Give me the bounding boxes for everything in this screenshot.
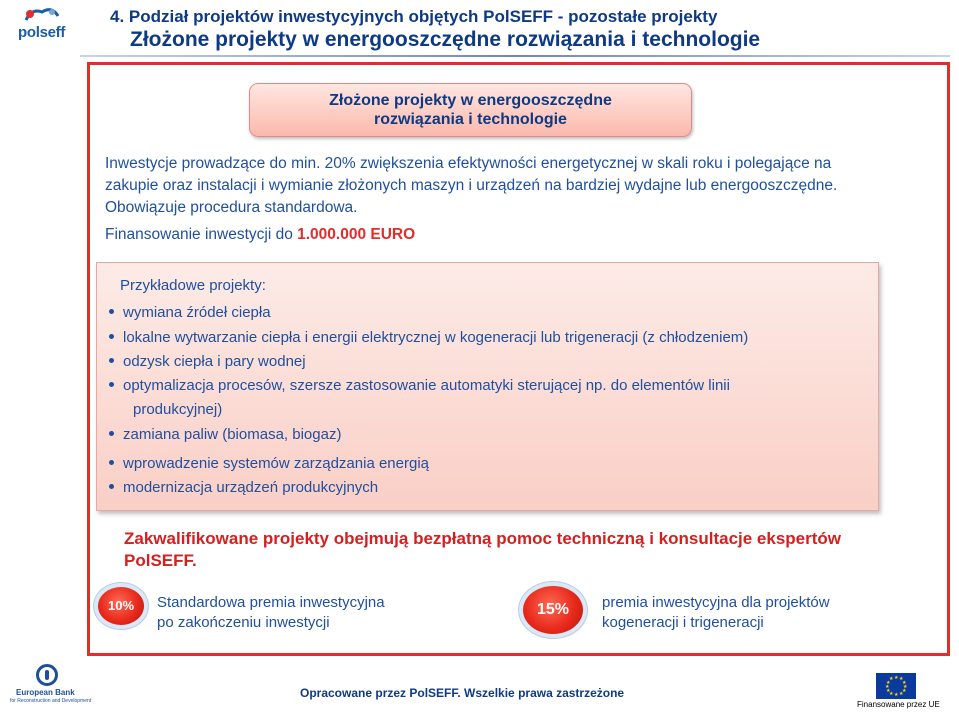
list-item: wprowadzenie systemów zarządzania energią bbox=[109, 455, 429, 472]
premium-cogeneration-text: premia inwestycyjna dla projektów kogeneracji i trigeneracji bbox=[602, 594, 830, 631]
category-box-line1: Złożone projekty w energooszczędne bbox=[329, 92, 612, 109]
section-title: 4. Podział projektów inwestycyjnych objętych PolSEFF - pozostałe projekty bbox=[110, 7, 718, 26]
bullet-icon bbox=[109, 484, 114, 489]
ebrd-name: European Bank bbox=[16, 688, 75, 697]
list-item: odzysk ciepła i pary wodnej bbox=[109, 353, 306, 370]
bullet-icon bbox=[109, 309, 114, 314]
list-item: zamiana paliw (biomasa, biogaz) bbox=[109, 426, 341, 443]
category-box-line2: rozwiązania i technologie bbox=[374, 111, 567, 128]
eu-caption: Finansowane przez UE bbox=[857, 700, 940, 709]
list-item: wymiana źródeł ciepła bbox=[109, 304, 271, 321]
bullet-icon bbox=[109, 431, 114, 436]
financing-amount: 1.000.000 EURO bbox=[297, 226, 416, 243]
bullet-icon bbox=[109, 358, 114, 363]
bullet-icon bbox=[109, 382, 114, 387]
examples-heading: Przykładowe projekty: bbox=[120, 277, 266, 294]
ebrd-subtitle: for Reconstruction and Development bbox=[10, 698, 92, 704]
ebrd-logo bbox=[10, 664, 90, 708]
eu-flag-icon: ★ ★ ★ ★ ★ ★ ★ ★ ★ ★ ★ ★ bbox=[876, 673, 916, 699]
polseff-logo-text: polseff bbox=[18, 24, 66, 41]
header-divider bbox=[80, 55, 950, 57]
list-item-continuation: produkcyjnej) bbox=[133, 401, 223, 418]
list-item: lokalne wytwarzanie ciepła i energii elektrycznej w kogeneracji lub trigeneracji (z chłodzeniem) bbox=[109, 329, 748, 346]
bullet-icon bbox=[109, 334, 114, 339]
financing-line bbox=[105, 226, 415, 244]
list-item: modernizacja urządzeń produkcyjnych bbox=[109, 479, 378, 496]
page-title: Złożone projekty w energooszczędne rozwiązania i technologie bbox=[130, 28, 761, 51]
premium-10-badge: 10% bbox=[98, 587, 144, 625]
intro-paragraph: Inwestycje prowadzące do min. 20% zwiększenia efektywności energetycznej w skali roku i polegające na zakupie oraz instalacji i wymianie złożonych maszyn i urządzeń na bardziej wydajne lub energooszczędne. Obowiązuje procedura standardowa. bbox=[105, 155, 838, 216]
financing-label: Finansowanie inwestycji do bbox=[105, 226, 298, 243]
examples-panel bbox=[96, 262, 879, 511]
category-box bbox=[249, 83, 692, 137]
footer-credits: Opracowane przez PolSEFF. Wszelkie prawa zastrzeżone bbox=[300, 686, 625, 700]
list-item: optymalizacja procesów, szersze zastosowanie automatyki sterującej np. do elementów linii bbox=[109, 377, 730, 394]
premium-standard-text: Standardowa premia inwestycyjna po zakończeniu inwestycji bbox=[157, 594, 385, 631]
bullet-icon bbox=[109, 460, 114, 465]
qualified-projects-note: Zakwalifikowane projekty obejmują bezpłatną pomoc techniczną i konsultacje ekspertów PolSEFF. bbox=[124, 529, 842, 570]
polseff-logo bbox=[14, 6, 70, 46]
ebrd-emblem-icon bbox=[36, 664, 58, 686]
premium-15-badge: 15% bbox=[523, 586, 583, 634]
